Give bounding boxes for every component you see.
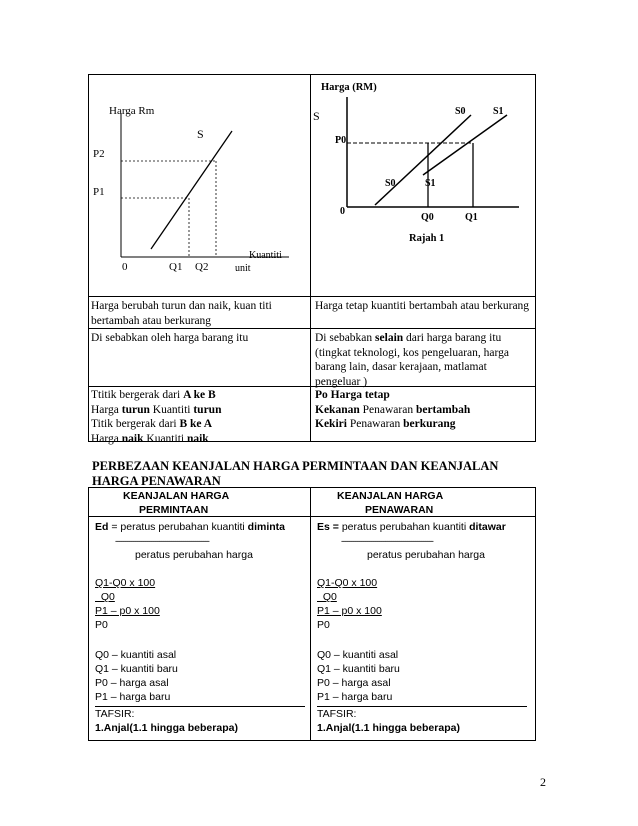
p1-label: P1	[93, 186, 105, 198]
row3-right: Po Harga tetap Kekanan Penawaran bertambah Kekiri Penawaran berkurang	[315, 389, 471, 430]
s0-low-label: S0	[385, 178, 396, 189]
right-key: Q0 – kuantiti asal Q1 – kuantiti baru P0 – harga asal P1 – harga baru	[317, 649, 400, 703]
right-formula: Q1-Q0 x 100 Q0 P1 – p0 x 100 P0	[317, 577, 382, 631]
p2-label: P2	[93, 148, 105, 160]
s1-top-label: S1	[493, 106, 504, 117]
column-divider	[310, 488, 311, 740]
row-divider	[89, 296, 535, 297]
left-title: KEANJALAN HARGA PERMINTAAN	[123, 490, 230, 516]
curve-label: S	[197, 127, 204, 141]
x-axis-label: Kuantiti	[249, 250, 282, 261]
row2-right: Di sebabkan selain dari harga barang itu (tingkat teknologi, kos pengeluaran, harga barang lain, dasar kerajaan, matlamat pengeluar )	[315, 332, 509, 388]
q2-label: Q2	[195, 261, 209, 273]
elasticity-table	[88, 487, 536, 741]
x-axis-unit: unit	[235, 263, 251, 274]
row2-left: Di sebabkan oleh harga barang itu	[91, 332, 249, 344]
left-formula: Q1-Q0 x 100 Q0 P1 – p0 x 100 P0	[95, 577, 160, 631]
comparison-table	[88, 74, 536, 445]
s0-top-label: S0	[455, 106, 466, 117]
section-heading: PERBEZAAN KEANJALAN HARGA PERMINTAAN DAN KEANJALAN HARGA PENAWARAN	[92, 459, 499, 488]
y-axis-label: Harga Rm	[109, 105, 155, 117]
left-key: Q0 – kuantiti asal Q1 – kuantiti baru P0 – harga asal P1 – harga baru	[95, 649, 178, 703]
origin-label: 0	[122, 261, 128, 273]
row1-right: Harga tetap kuantiti bertambah atau berkurang	[315, 300, 530, 312]
q1-label: Q1	[169, 261, 183, 273]
figure-caption: Rajah 1	[409, 233, 445, 244]
q1-label: Q1	[465, 212, 478, 223]
right-definition: Es = peratus perubahan kuantiti ditawar ---------------------------------------------- peratus perubahan harga	[317, 521, 506, 561]
right-tafsir: TAFSIR: 1.Anjal(1.1 hingga beberapa)	[317, 708, 460, 734]
p0-label: P0	[335, 135, 347, 146]
row3-left: Ttitik bergerak dari A ke B Harga turun Kuantiti turun Titik bergerak dari B ke A Harga naik Kuantiti naik	[91, 389, 222, 445]
page-number: 2	[540, 775, 546, 789]
graph-title: Harga (RM)	[321, 82, 377, 93]
row-divider	[89, 328, 535, 329]
s1-low-label: S1	[425, 178, 436, 189]
row1-left: Harga berubah turun dan naik, kuan titi bertambah atau berkurang	[91, 300, 272, 327]
right-title: KEANJALAN HARGA PENAWARAN	[337, 490, 444, 516]
left-definition: Ed = peratus perubahan kuantiti diminta ----------------------------------------------- peratus perubahan harga	[95, 521, 285, 561]
s-label: S	[313, 109, 320, 123]
origin-label: 0	[340, 206, 345, 217]
q0-label: Q0	[421, 212, 434, 223]
left-tafsir: TAFSIR: 1.Anjal(1.1 hingga beberapa)	[95, 708, 238, 734]
